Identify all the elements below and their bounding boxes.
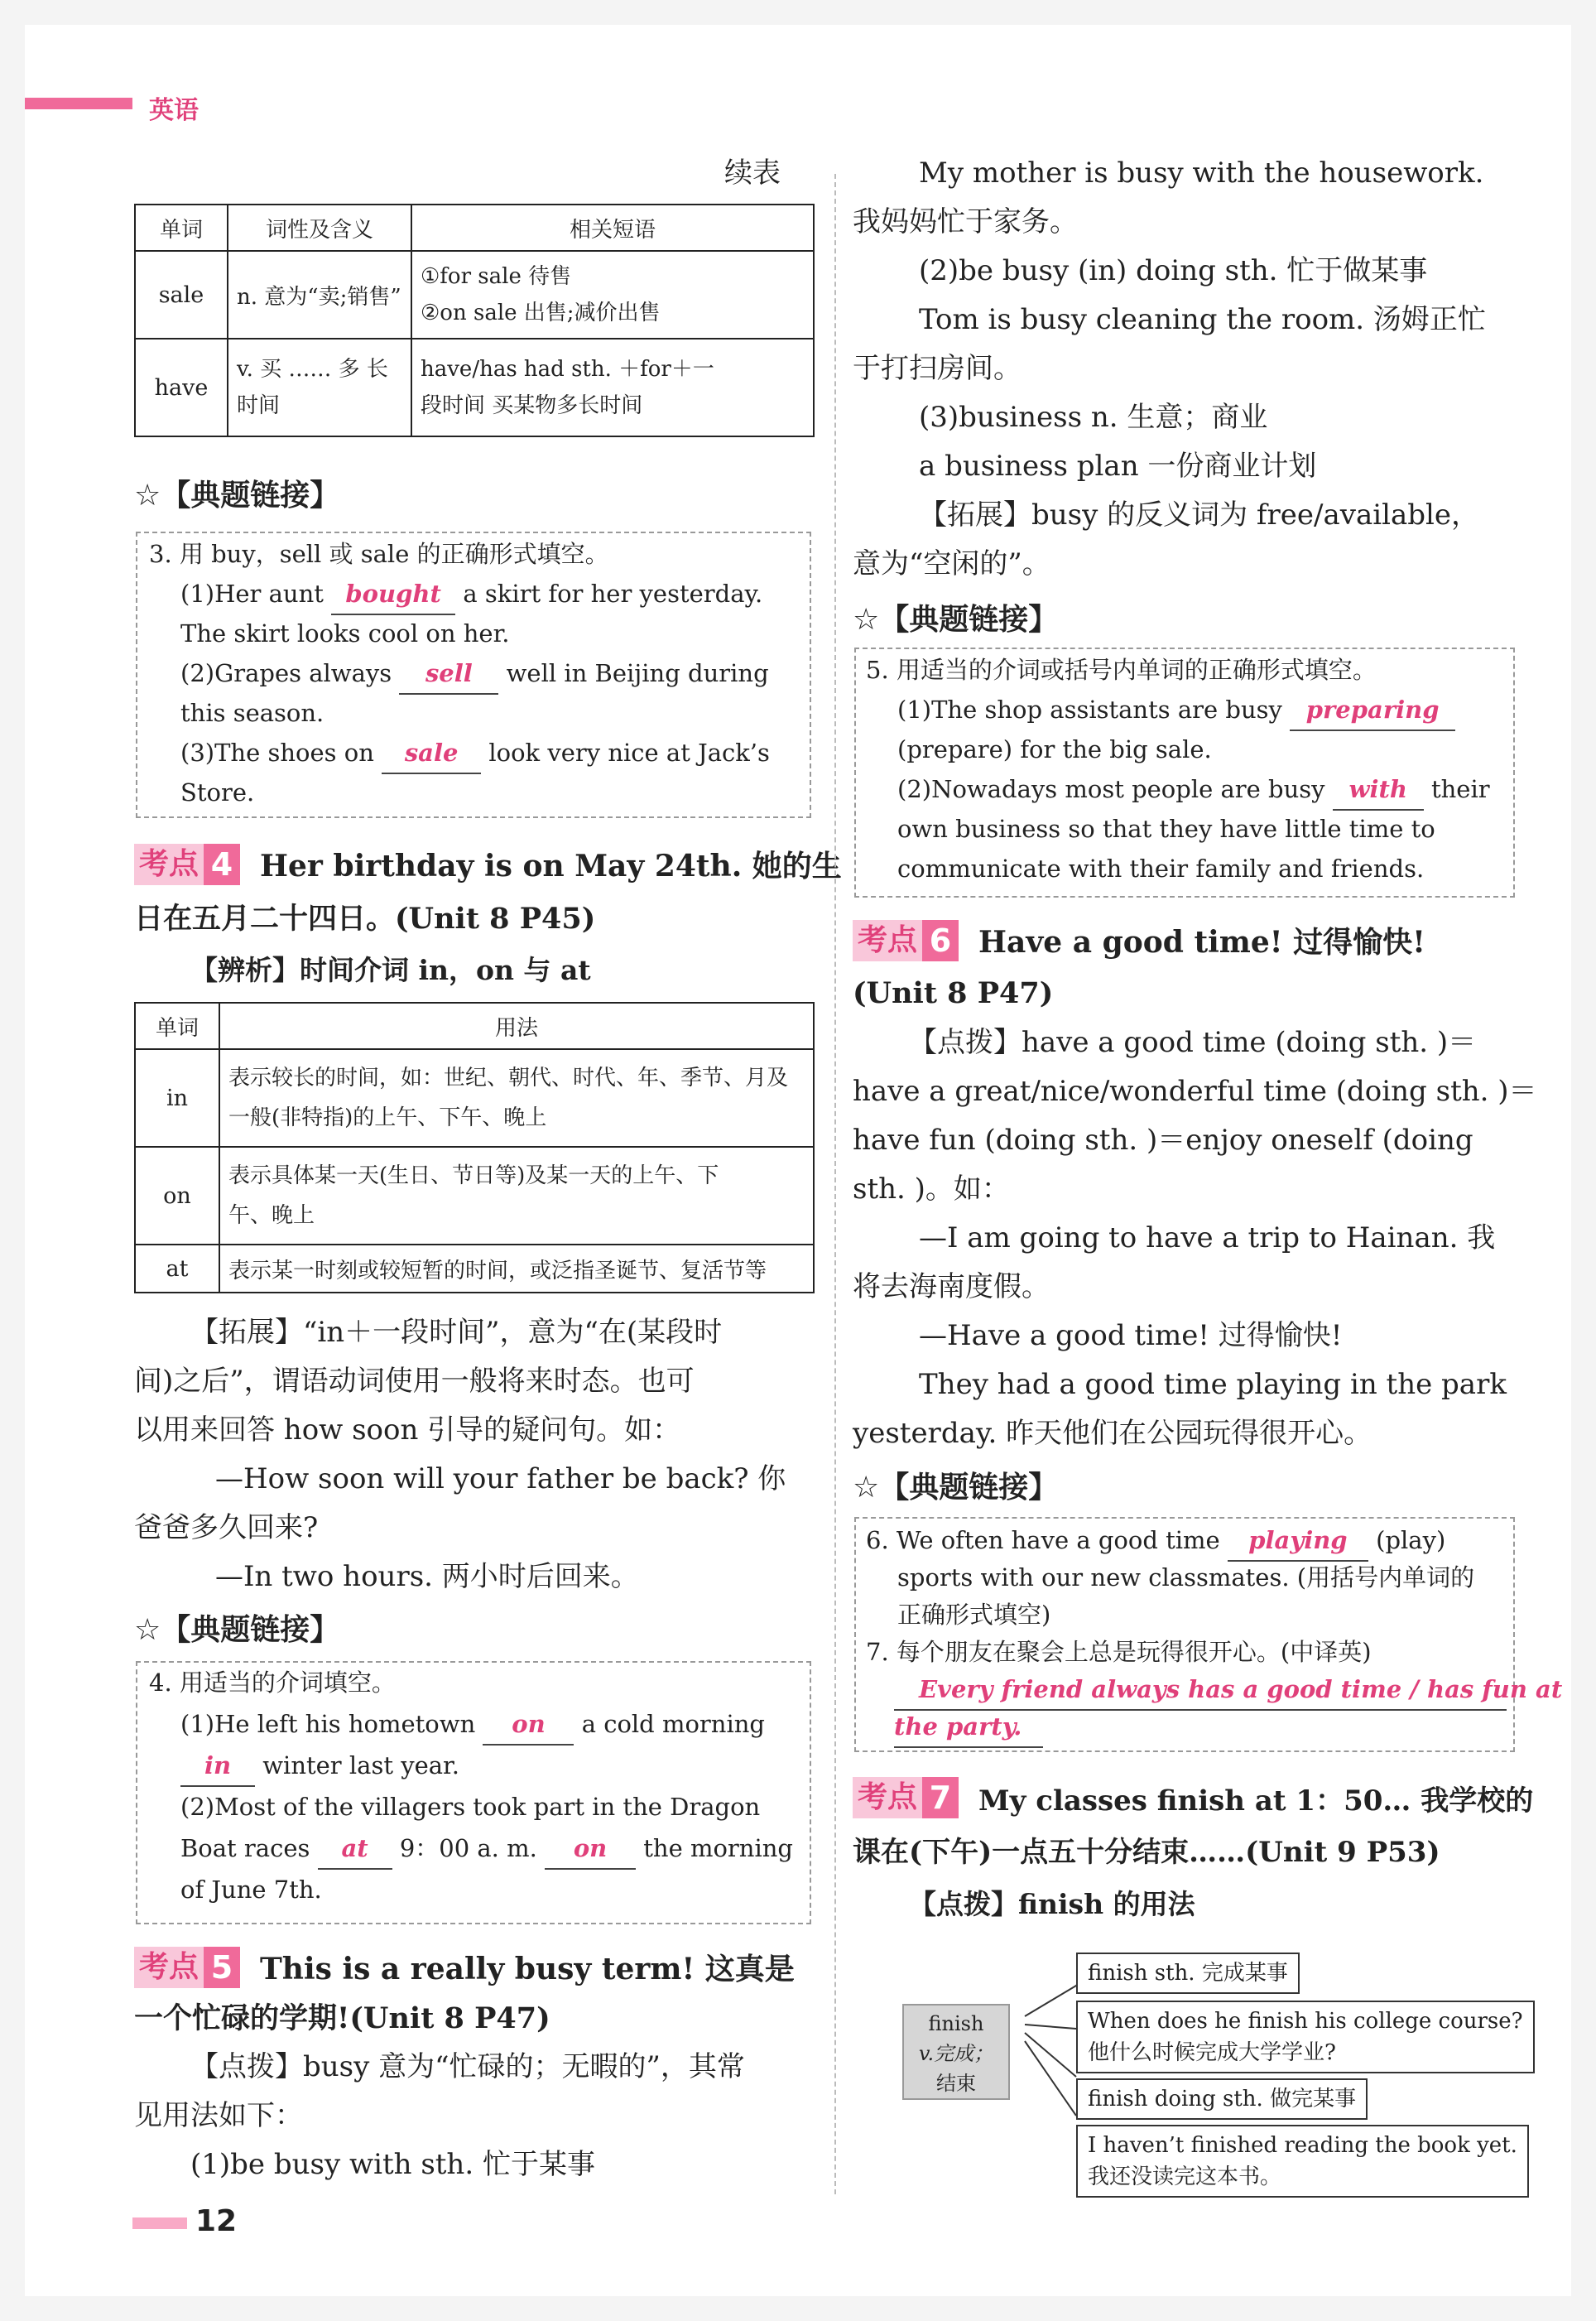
link-heading: ☆【典题链接】 bbox=[853, 603, 1059, 637]
expand4-l2: 间)之后”，谓语动词使用一般将来时态。也可 bbox=[134, 1365, 695, 1398]
ex3-line1 bbox=[180, 574, 762, 615]
mindmap-branch-1: finish sth. 完成某事 bbox=[1076, 1953, 1300, 1994]
text: (3)The shoes on bbox=[180, 739, 374, 767]
usage-cell bbox=[219, 1147, 814, 1245]
kaodian-number: 7 bbox=[922, 1777, 959, 1818]
rt-l4: Tom is busy cleaning the room. 汤姆正忙 bbox=[919, 303, 1486, 336]
kaodian-label: 考点 bbox=[134, 1947, 204, 1988]
center-line: v.完成； bbox=[918, 2042, 994, 2065]
answer-blank[interactable]: preparing bbox=[1290, 690, 1455, 731]
link-heading: ☆【典题链接】 bbox=[134, 1613, 340, 1647]
text: a cold morning bbox=[581, 1710, 765, 1738]
col-word: 单词 bbox=[135, 1003, 219, 1049]
kaodian-title: This is a really busy term! 这真是 bbox=[260, 1952, 795, 1986]
kd6-l9: yesterday. 昨天他们在公园玩得很开心。 bbox=[853, 1417, 1372, 1450]
ex3-line2 bbox=[180, 653, 769, 695]
ex7-line1: 7. 每个朋友在聚会上总是玩得很开心。(中译英) bbox=[866, 1638, 1372, 1666]
rt-l8: 【拓展】busy 的反义词为 free/available， bbox=[919, 498, 1479, 532]
kd5-l2: 见用法如下： bbox=[134, 2099, 303, 2132]
answer-blank[interactable]: at bbox=[318, 1828, 392, 1870]
branch-line: When does he finish his college course? bbox=[1088, 2009, 1523, 2034]
kaodian-number: 6 bbox=[922, 920, 959, 961]
text: a skirt for her yesterday. bbox=[463, 580, 763, 608]
answer-blank[interactable]: in bbox=[180, 1746, 255, 1787]
text: 9：00 a. m. bbox=[399, 1834, 537, 1862]
table-row bbox=[135, 251, 814, 339]
text: Boat races bbox=[180, 1834, 310, 1862]
kaodian-title: Her birthday is on May 24th. 她的生 bbox=[260, 849, 842, 884]
kd6-l7: —Have a good time! 过得愉快! bbox=[919, 1319, 1343, 1352]
ex4-line2 bbox=[180, 1746, 459, 1787]
footer-bar bbox=[132, 2217, 187, 2229]
text: look very nice at Jack’s bbox=[488, 739, 770, 767]
page bbox=[25, 25, 1571, 2296]
kd6-l3: have fun (doing sth. )＝enjoy oneself (doing bbox=[853, 1124, 1473, 1157]
kd6-l4: sth. )。如： bbox=[853, 1173, 1010, 1206]
kaodian-title: My classes finish at 1：50… 我学校的 bbox=[978, 1784, 1534, 1818]
answer-blank[interactable]: playing bbox=[1228, 1520, 1368, 1562]
rt-l1: My mother is busy with the housework. bbox=[919, 156, 1484, 190]
kd6-l6: 将去海南度假。 bbox=[853, 1270, 1050, 1303]
text: (2)Nowadays most people are busy bbox=[897, 775, 1325, 803]
rt-l5: 于打扫房间。 bbox=[853, 352, 1022, 385]
ex5-line1 bbox=[897, 690, 1455, 731]
mindmap-center bbox=[902, 2004, 1010, 2100]
col-usage: 用法 bbox=[219, 1003, 814, 1049]
expand4-l3: 以用来回答 how soon 引导的疑问句。如： bbox=[134, 1413, 681, 1447]
center-line: finish bbox=[928, 2012, 984, 2035]
ex4-stem: 4. 用适当的介词填空。 bbox=[149, 1669, 396, 1697]
usage-cell: 表示某一时刻或较短暂的时间，或泛指圣诞节、复活节等 bbox=[219, 1245, 814, 1293]
kaodian-7-heading bbox=[853, 1777, 1533, 1818]
ex3-line3c: Store. bbox=[180, 778, 255, 807]
usage-cell bbox=[219, 1049, 814, 1147]
rt-l3: (2)be busy (in) doing sth. 忙于做某事 bbox=[919, 254, 1428, 287]
ex6-line1 bbox=[866, 1520, 1445, 1562]
answer-blank[interactable]: sale bbox=[382, 733, 481, 774]
branch-line: 我还没读完这本书。 bbox=[1088, 2165, 1282, 2189]
kd6-title-line2: (Unit 8 P47) bbox=[853, 976, 1054, 1010]
answer-blank[interactable]: on bbox=[483, 1704, 574, 1746]
table-row bbox=[135, 1049, 814, 1147]
word-cell: on bbox=[135, 1147, 219, 1245]
text: (1)Her aunt bbox=[180, 580, 324, 608]
ex5-line4: communicate with their family and friends. bbox=[897, 855, 1425, 883]
answer-blank[interactable]: sell bbox=[399, 653, 498, 695]
answer-blank[interactable]: on bbox=[545, 1828, 636, 1870]
meaning-line: 时间 bbox=[237, 393, 281, 418]
rt-l9: 意为“空闲的”。 bbox=[853, 547, 1050, 580]
text: (play) bbox=[1376, 1526, 1446, 1554]
ex6-line3: 正确形式填空) bbox=[897, 1601, 1051, 1629]
ex5-line1b: (prepare) for the big sale. bbox=[897, 735, 1212, 763]
page-number: 12 bbox=[195, 2204, 238, 2238]
meaning-cell: n. 意为“卖;销售” bbox=[228, 251, 411, 339]
kaodian-5-heading bbox=[134, 1946, 795, 1988]
answer-blank[interactable]: Every friend always has a good time / has fun at bbox=[894, 1669, 1507, 1711]
kd4-title-line2: 日在五月二十四日。(Unit 8 P45) bbox=[134, 902, 596, 936]
kaodian-label: 考点 bbox=[853, 920, 922, 961]
answer-blank[interactable]: the party. bbox=[894, 1707, 1043, 1748]
expand4-l4: —How soon will your father be back? 你 bbox=[215, 1462, 786, 1495]
usage-line: 午、晚上 bbox=[228, 1203, 315, 1228]
col-meaning: 词性及含义 bbox=[228, 205, 411, 251]
expand4-l1: 【拓展】“in＋一段时间”，意为“在(某段时 bbox=[190, 1316, 723, 1349]
continued-label: 续表 bbox=[724, 156, 781, 190]
meaning-cell bbox=[228, 339, 411, 436]
meaning-line: v. 买 …… 多 长 bbox=[237, 357, 388, 382]
phrases-cell bbox=[411, 339, 814, 436]
kd7-l1: 【点拨】finish 的用法 bbox=[909, 1888, 1195, 1920]
answer-blank[interactable]: bought bbox=[331, 574, 455, 615]
connector bbox=[1025, 1986, 1076, 2016]
kd5-title-line2: 一个忙碌的学期!(Unit 8 P47) bbox=[134, 2001, 550, 2035]
text: 6. We often have a good time bbox=[866, 1526, 1220, 1554]
mindmap-branch-3: finish doing sth. 做完某事 bbox=[1076, 2078, 1368, 2120]
subject-label: 英语 bbox=[149, 96, 199, 125]
kd7-title-line2: 课在(下午)一点五十分结束……(Unit 9 P53) bbox=[853, 1836, 1440, 1869]
phrase: ②on sale 出售;减价出售 bbox=[421, 301, 661, 325]
usage-line: 一般(非特指)的上午、下午、晚上 bbox=[228, 1105, 547, 1130]
kd6-l5: —I am going to have a trip to Hainan. 我 bbox=[919, 1221, 1496, 1254]
text: (2)Grapes always bbox=[180, 659, 392, 687]
table-row bbox=[135, 1147, 814, 1245]
ex5-line3: own business so that they have little time to bbox=[897, 815, 1435, 843]
branch-line: I haven’t finished reading the book yet. bbox=[1088, 2133, 1517, 2158]
branch-line: 他什么时候完成大学学业? bbox=[1088, 2040, 1336, 2065]
kaodian-title: Have a good time! 过得愉快! bbox=[978, 925, 1425, 960]
mindmap-branch-2 bbox=[1076, 2001, 1535, 2073]
text: winter last year. bbox=[262, 1751, 459, 1779]
kd6-l8: They had a good time playing in the park bbox=[919, 1368, 1507, 1401]
phrase: ①for sale 待售 bbox=[421, 264, 572, 289]
col-word: 单词 bbox=[135, 205, 228, 251]
word-cell: sale bbox=[135, 251, 228, 339]
connector bbox=[1025, 2041, 1076, 2116]
kd6-l1: 【点拨】have a good time (doing sth. )＝ bbox=[909, 1026, 1477, 1059]
link-heading: ☆【典题链接】 bbox=[853, 1471, 1059, 1505]
phrases-cell bbox=[411, 251, 814, 339]
kd5-l1: 【点拨】busy 意为“忙碌的；无暇的”，其常 bbox=[190, 2050, 745, 2083]
kaodian-label: 考点 bbox=[853, 1777, 922, 1818]
phrase: have/has had sth. ＋for＋一 bbox=[421, 357, 714, 382]
word-cell: have bbox=[135, 339, 228, 436]
expand4-l5: 爸爸多久回来? bbox=[134, 1511, 319, 1544]
mindmap-branch-4 bbox=[1076, 2125, 1529, 2198]
ex4-line4 bbox=[180, 1828, 793, 1870]
answer-blank[interactable]: with bbox=[1333, 769, 1424, 811]
table-row bbox=[135, 1245, 814, 1293]
center-line: 结束 bbox=[936, 2072, 976, 2095]
table-row bbox=[135, 339, 814, 436]
rt-l7: a business plan 一份商业计划 bbox=[919, 450, 1317, 483]
ex4-line3: (2)Most of the villagers took part in the Dragon bbox=[180, 1793, 761, 1821]
ex6-line2: sports with our new classmates. (用括号内单词的 bbox=[897, 1563, 1475, 1591]
phrase: 段时间 买某物多长时间 bbox=[421, 393, 643, 418]
ex3-line1c: The skirt looks cool on her. bbox=[180, 619, 510, 648]
text: (1)He left his hometown bbox=[180, 1710, 476, 1738]
ex3-line3 bbox=[180, 733, 770, 774]
ex7-answer-line2 bbox=[894, 1707, 1043, 1748]
connector bbox=[1025, 2025, 1076, 2029]
sale-have-table bbox=[134, 204, 815, 437]
text: their bbox=[1430, 775, 1490, 803]
word-cell: at bbox=[135, 1245, 219, 1293]
usage-line: 表示较长的时间，如：世纪、朝代、时代、年、季节、月及 bbox=[228, 1066, 789, 1091]
kaodian-6-heading bbox=[853, 919, 1425, 961]
kd4-analysis: 【辨析】时间介词 in，on 与 at bbox=[190, 954, 591, 986]
connector bbox=[1025, 2033, 1076, 2077]
kd6-l2: have a great/nice/wonderful time (doing sth. )＝ bbox=[853, 1075, 1537, 1108]
usage-line: 表示具体某一天(生日、节日等)及某一天的上午、下 bbox=[228, 1163, 719, 1188]
kaodian-label: 考点 bbox=[134, 844, 204, 885]
link-heading: ☆【典题链接】 bbox=[134, 479, 340, 513]
ex5-stem: 5. 用适当的介词或括号内单词的正确形式填空。 bbox=[866, 656, 1377, 684]
word-cell: in bbox=[135, 1049, 219, 1147]
expand4-l6: —In two hours. 两小时后回来。 bbox=[215, 1560, 639, 1593]
ex3-stem: 3. 用 buy，sell 或 sale 的正确形式填空。 bbox=[149, 540, 609, 568]
preposition-table bbox=[134, 1002, 815, 1293]
kaodian-4-heading bbox=[134, 843, 842, 885]
text: (1)The shop assistants are busy bbox=[897, 696, 1282, 724]
ex3-line2c: this season. bbox=[180, 699, 324, 727]
rt-l6: (3)business n. 生意；商业 bbox=[919, 401, 1268, 434]
kaodian-number: 5 bbox=[204, 1947, 240, 1988]
kd5-l3: (1)be busy with sth. 忙于某事 bbox=[190, 2148, 595, 2181]
kaodian-number: 4 bbox=[204, 844, 240, 885]
header-bar bbox=[25, 98, 132, 109]
ex5-line2 bbox=[897, 769, 1490, 811]
ex4-line1 bbox=[180, 1704, 765, 1746]
text: well in Beijing during bbox=[506, 659, 769, 687]
text: the morning bbox=[643, 1834, 793, 1862]
ex7-answer-line1 bbox=[894, 1669, 1563, 1711]
column-divider bbox=[834, 174, 836, 2194]
col-phrases: 相关短语 bbox=[411, 205, 814, 251]
rt-l2: 我妈妈忙于家务。 bbox=[853, 205, 1078, 238]
ex4-line5: of June 7th. bbox=[180, 1876, 322, 1904]
